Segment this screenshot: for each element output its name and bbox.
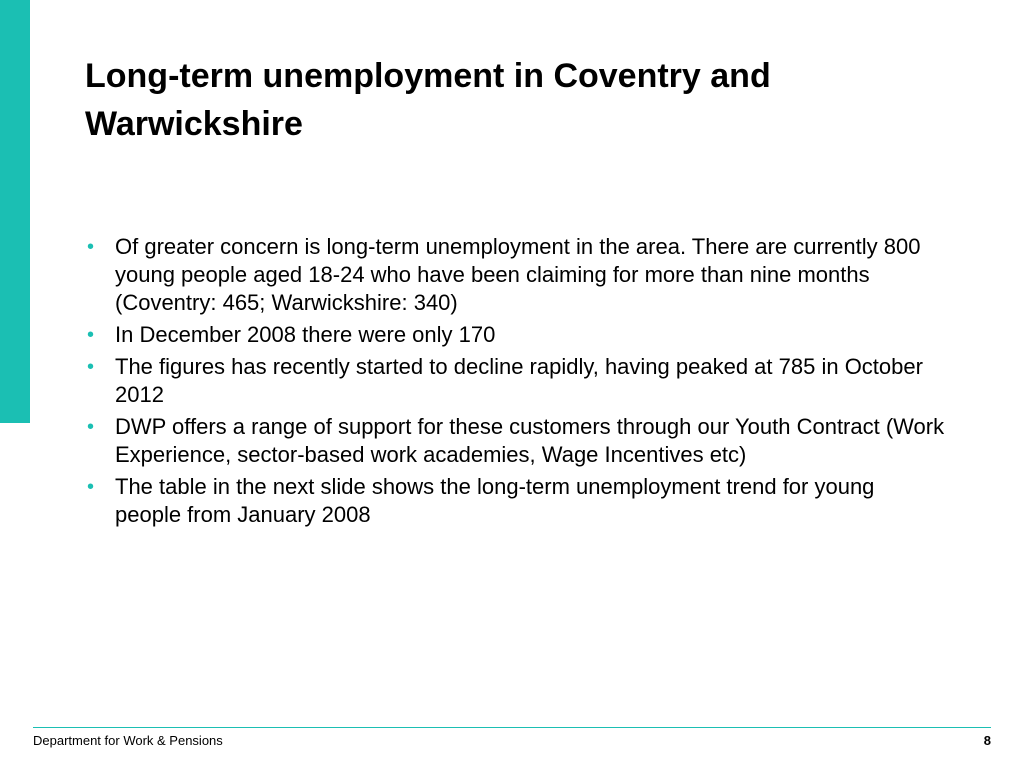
bullet-item (85, 353, 945, 409)
bullet-marker-icon: • (87, 416, 95, 438)
bullet-marker-icon: • (87, 476, 95, 498)
bullet-marker-icon: • (87, 356, 95, 378)
bullet-text: The figures has recently started to decline rapidly, having peaked at 785 in October 2012 (115, 354, 923, 407)
bullet-marker-icon: • (87, 324, 95, 346)
footer-organization: Department for Work & Pensions (33, 733, 223, 748)
bullet-text: DWP offers a range of support for these customers through our Youth Contract (Work Experience, sector-based work academies, Wage Incentives etc) (115, 414, 945, 467)
bullet-item (85, 233, 945, 317)
bullet-text: Of greater concern is long-term unemployment in the area. There are currently 800 young people aged 18-24 who have been claiming for more than nine months (Coventry: 465; Warwickshire: 340) (115, 234, 921, 315)
slide-title: Long-term unemployment in Coventry and Warwickshire (85, 57, 771, 143)
page-number: 8 (983, 733, 991, 748)
bullet-item (85, 473, 945, 529)
accent-bar (0, 0, 30, 423)
footer-divider (33, 727, 991, 728)
bullet-text: The table in the next slide shows the long-term unemployment trend for young people from January 2008 (115, 474, 875, 527)
bullet-text: In December 2008 there were only 170 (115, 322, 496, 347)
bullet-list (85, 233, 945, 533)
bullet-marker-icon: • (87, 236, 95, 258)
bullet-item (85, 321, 945, 349)
bullet-item (85, 413, 945, 469)
